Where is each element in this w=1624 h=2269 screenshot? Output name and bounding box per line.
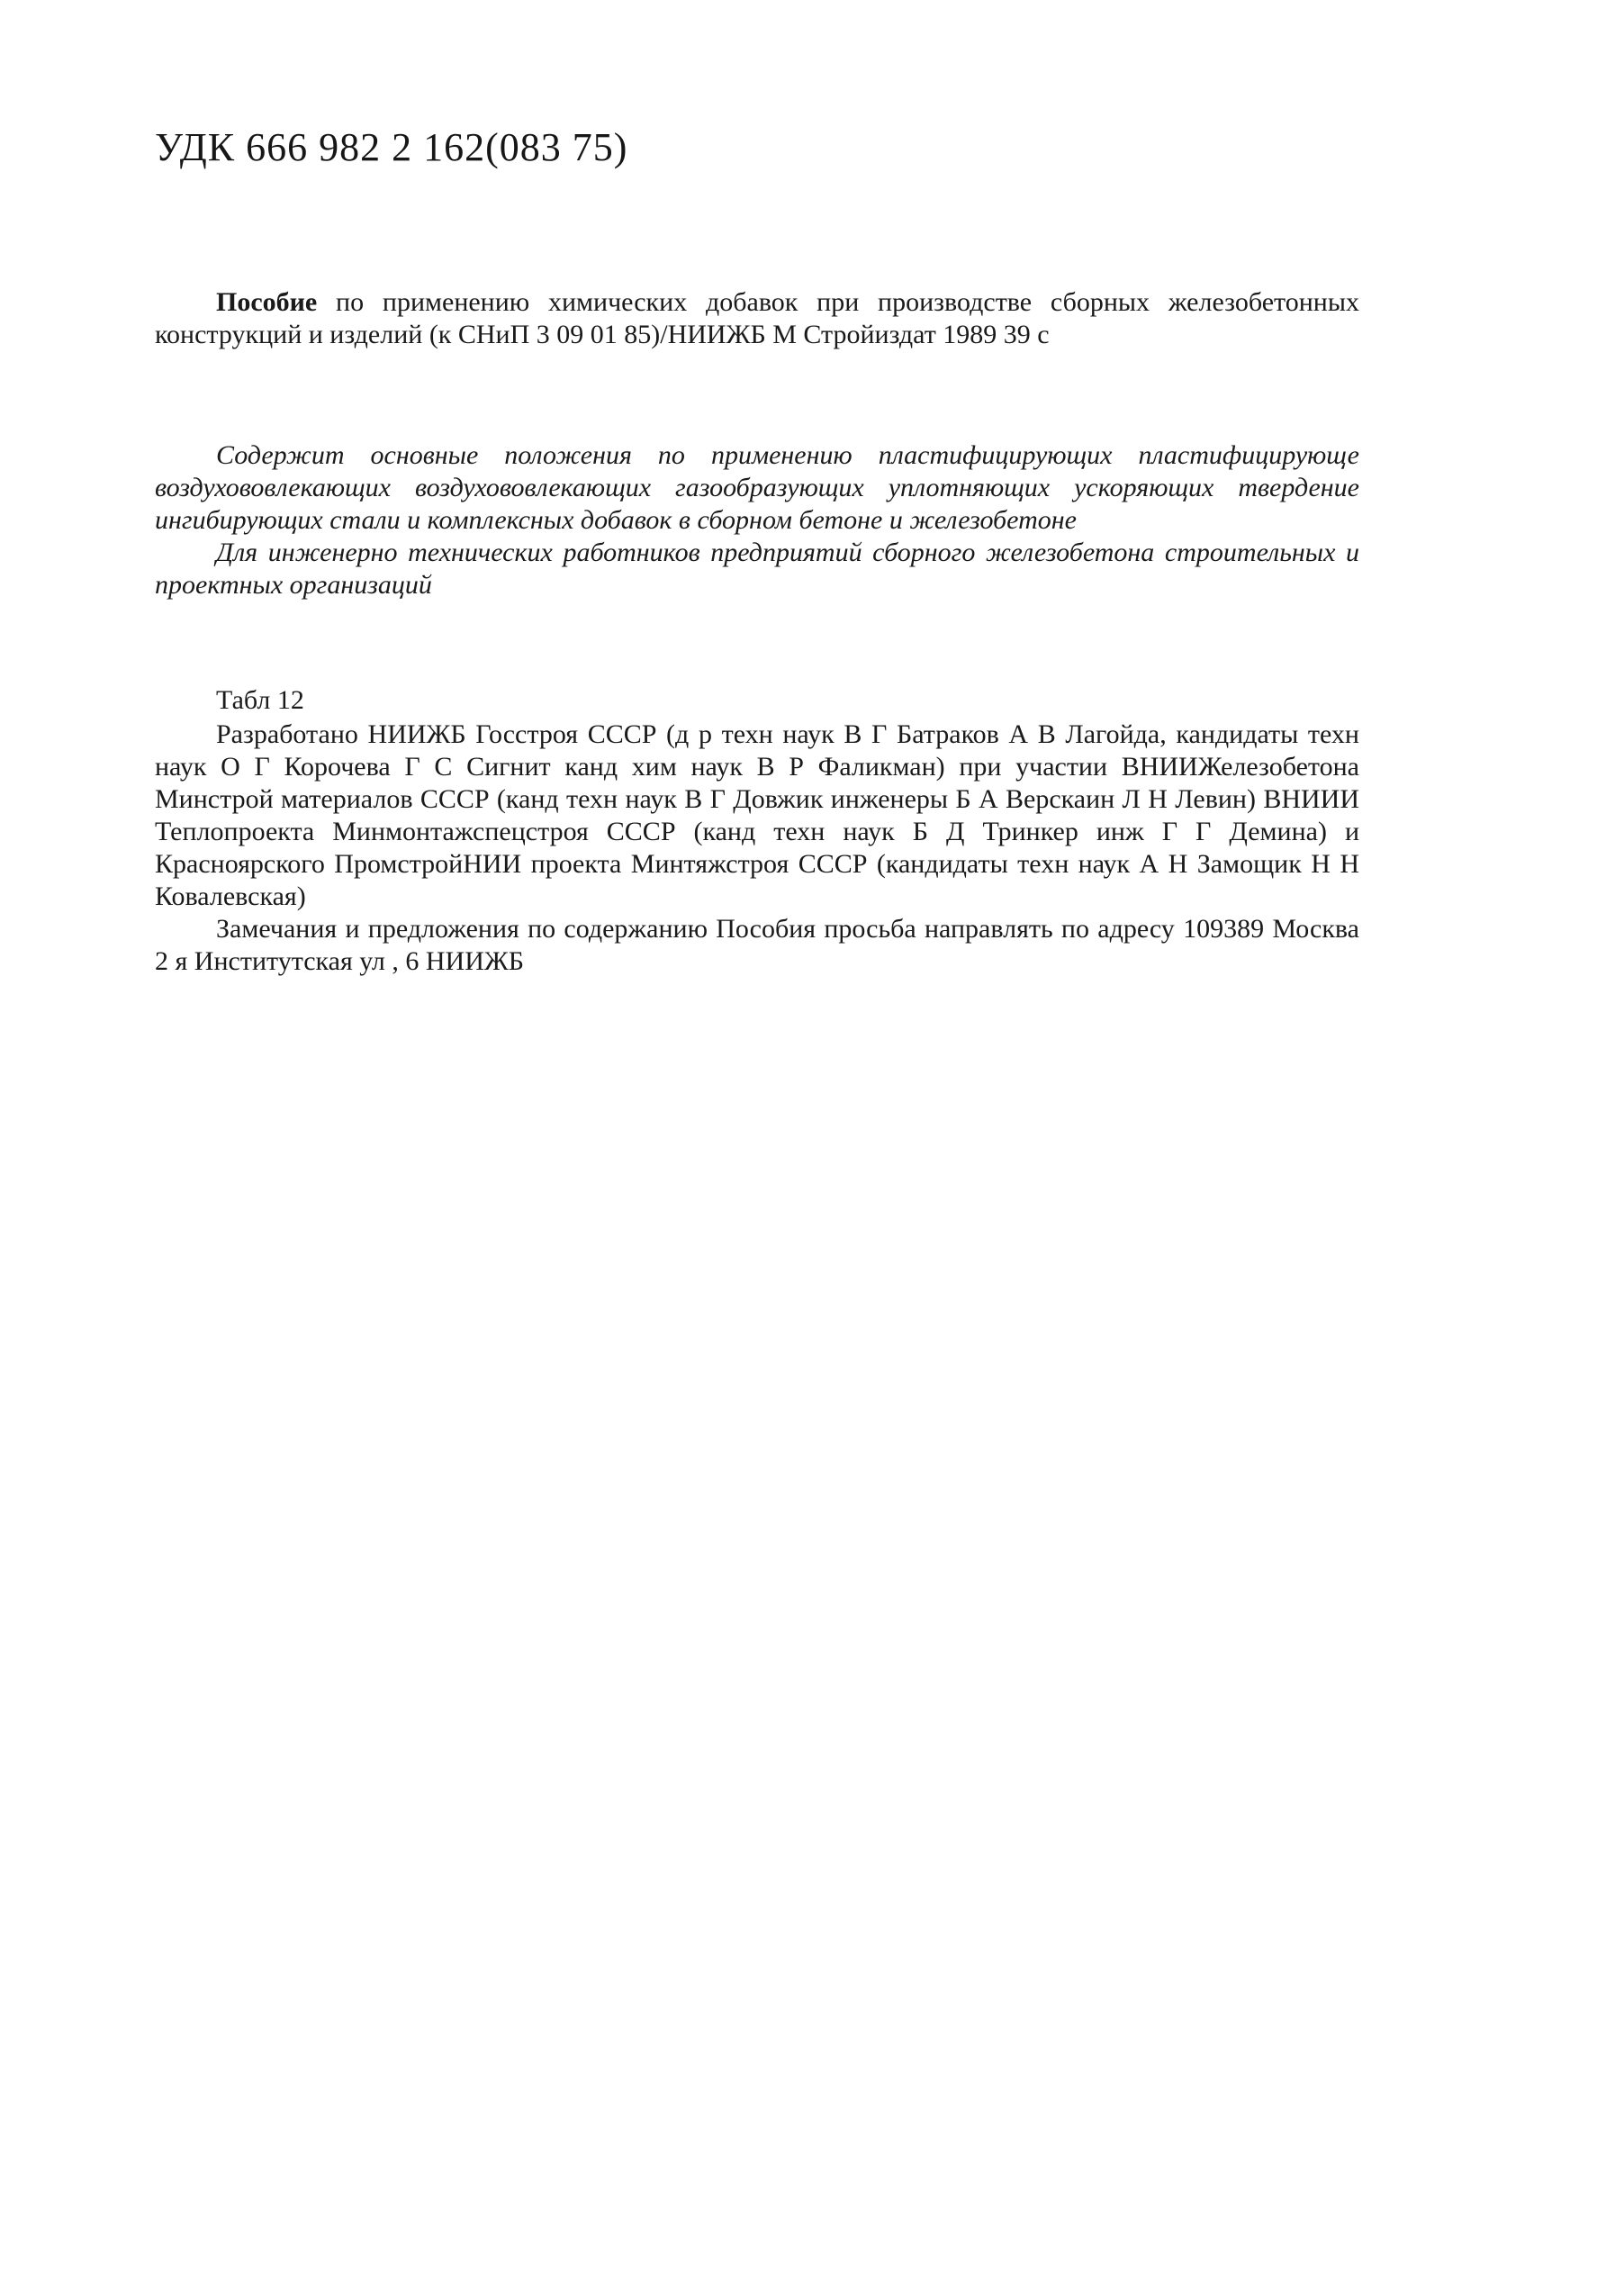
- credits-section: [155, 684, 1359, 978]
- tables-count: Табл 12: [216, 685, 304, 715]
- bibliographic-entry: [155, 286, 1359, 351]
- udk-code: УДК 666 982 2 162(083 75): [155, 125, 628, 169]
- bibliographic-text: [155, 286, 1359, 351]
- abstract-contents: Содержит основные положения по применению пластифицирующих пластифицирующе воздухововлекающих воздухововлекающих газообразующих уплотняющих ускоряющих твердение ингибирующих стали и комплексных добавок в сборном бетоне и железобетоне: [155, 440, 1359, 535]
- bibliographic-details: по применению химических добавок при производстве сборных железобетонных конструкций и изделий (к СНиП 3 09 01 85)/НИИЖБ М Стройиздат 1989 39 с: [155, 287, 1359, 349]
- book-title-lead: Пособие: [216, 287, 318, 317]
- abstract-section: [155, 439, 1359, 601]
- abstract-audience: Для инженерно технических работников предприятий сборного железобетона строительных и проектных организаций: [155, 538, 1359, 600]
- feedback-address-text: Замечания и предложения по содержанию Пособия просьба направлять по адресу 109389 Москва 2 я Институтская ул , 6 НИИЖБ: [155, 914, 1359, 976]
- developed-by-text: Разработано НИИЖБ Госстроя СССР (д р техн наук В Г Батраков А В Лагойда, кандидаты техн наук О Г Корочева Г С Сигнит канд хим наук В Р Фаликман) при участии ВНИИЖелезобетона Минстрой материалов СССР (канд техн наук В Г Довжик инженеры Б А Верскаин Л Н Левин) ВНИИИ Теплопроекта Минмонтажспецстроя СССР (канд техн наук Б Д Тринкер инж Г Г Демина) и Красноярского ПромстройНИИ проекта Минтяжстроя СССР (кандидаты техн наук А Н Замощик Н Н Ковалевская): [155, 719, 1359, 911]
